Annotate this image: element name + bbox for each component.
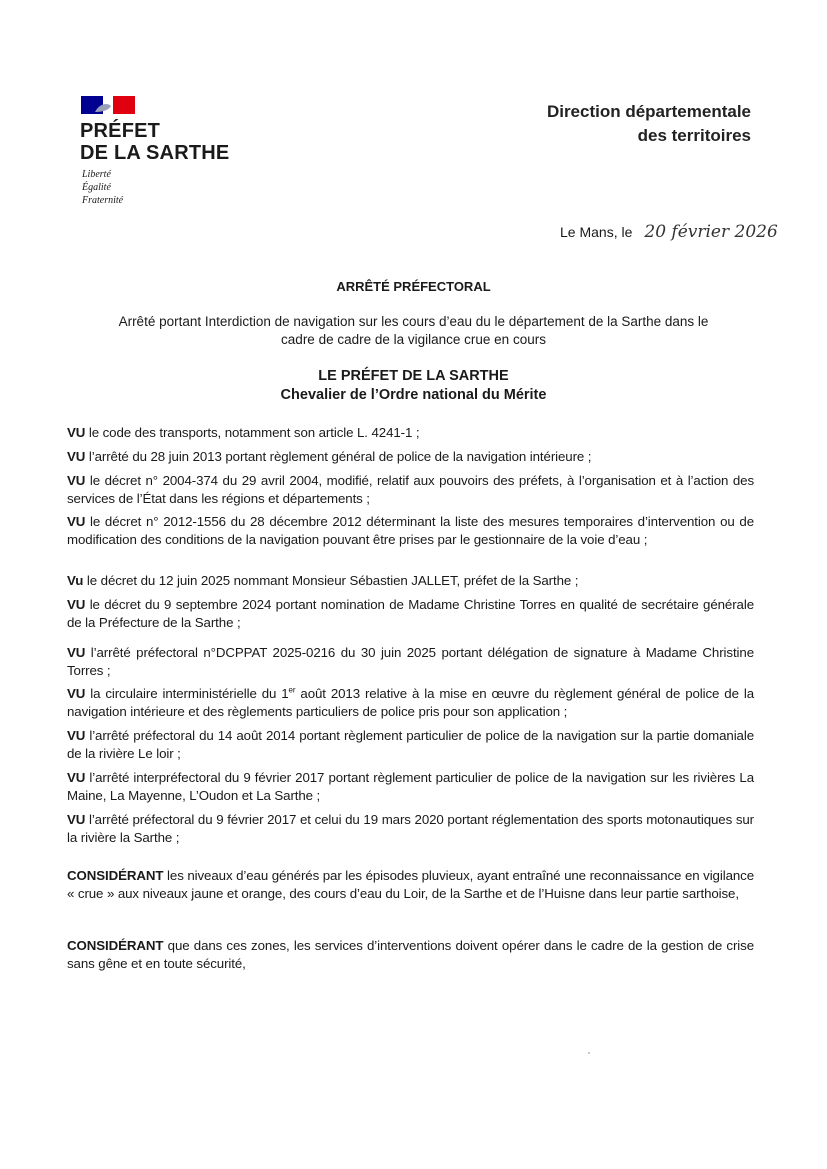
visa-paragraph (67, 448, 754, 466)
visa-text: le code des transports, notamment son article L. 4241-1 ; (85, 425, 420, 440)
republic-motto (82, 168, 123, 207)
document-title: ARRÊTÉ PRÉFECTORAL (336, 279, 491, 294)
visa-text: le décret n° 2012-1556 du 28 décembre 2012 déterminant la liste des mesures temporaires d’intervention ou de modification des conditions de la navigation pouvant être prises par le gestionnaire de la voie d’eau ; (67, 514, 754, 547)
visa-paragraph (67, 685, 754, 721)
visa-paragraph (67, 472, 754, 508)
issuing-authority (60, 367, 767, 405)
visa-paragraph (67, 811, 754, 847)
visa-text: l’arrêté du 28 juin 2013 portant règlement général de police de la navigation intérieure ; (85, 449, 592, 464)
visa-lead: VU (67, 473, 86, 488)
date-prefix: Le Mans, le (560, 224, 633, 240)
visa-text: août 2013 relative à la mise en œuvre du règlement général de police de la navigation intérieure et des règlements particuliers de police pris pour son application ; (67, 686, 754, 719)
motto-egalite: Égalité (82, 182, 111, 193)
visa-paragraph (67, 596, 754, 632)
visa-text: l’arrêté interpréfectoral du 9 février 2017 portant règlement particulier de police de la navigation sur les rivières La Maine, La Mayenne, L’Oudon et La Sarthe ; (67, 770, 754, 803)
visa-lead: VU (67, 686, 86, 701)
motto-fraternite: Fraternité (82, 195, 124, 206)
authority-title: LE PRÉFET DE LA SARTHE (318, 368, 509, 384)
document-object (60, 313, 767, 349)
visa-paragraph (67, 769, 754, 805)
visa-paragraph (67, 727, 754, 763)
handwritten-date: 20 février 2026 (644, 222, 778, 242)
visa-text: le décret du 9 septembre 2024 portant nomination de Madame Christine Torres en qualité de secrétaire générale de la Préfecture de la Sarthe ; (67, 597, 754, 630)
considerant-lead: CONSIDÉRANT (67, 868, 164, 883)
visa-lead: VU (67, 514, 86, 529)
marianne-flag-logo (81, 96, 135, 114)
visa-text: l’arrêté préfectoral du 14 août 2014 portant règlement particulier de police de la navigation sur la partie domaniale de la rivière Le loir ; (67, 728, 754, 761)
considerant-paragraph (67, 937, 754, 973)
visa-lead: VU (67, 645, 86, 660)
visa-paragraph (67, 424, 754, 442)
visa-lead: Vu (67, 573, 84, 588)
visa-paragraph (67, 513, 754, 549)
logo-line-2: DE LA SARTHE (80, 142, 230, 164)
visa-text: la circulaire interministérielle du 1 (85, 686, 289, 701)
visa-lead: VU (67, 728, 86, 743)
considerant-text: les niveaux d’eau générés par les épisodes pluvieux, ayant entraîné une reconnaissance en vigilance « crue » aux niveaux jaune et orange, des cours d’eau du Loir, de la Sarthe et de l’Huisne dans leur partie sarthoise, (67, 868, 754, 901)
considerant-paragraph (67, 867, 754, 903)
considerant-text: que dans ces zones, les services d’interventions doivent opérer dans le cadre de la gestion de crise sans gêne et en toute sécurité, (67, 938, 754, 971)
visa-lead: VU (67, 449, 86, 464)
object-line-2: cadre de cadre de la vigilance crue en cours (281, 332, 546, 347)
object-line-1: Arrêté portant Interdiction de navigation sur les cours d’eau du le département de la Sarthe dans le (118, 314, 709, 329)
visa-text: l’arrêté préfectoral n°DCPPAT 2025-0216 du 30 juin 2025 portant délégation de signature à Madame Christine Torres ; (67, 645, 754, 678)
visa-lead: VU (67, 812, 86, 827)
visa-lead: VU (67, 425, 86, 440)
motto-liberte: Liberté (82, 169, 111, 180)
ordinal-suffix: er (288, 685, 296, 695)
visa-lead: VU (67, 770, 86, 785)
authority-honour: Chevalier de l’Ordre national du Mérite (280, 387, 547, 403)
visa-text: l’arrêté préfectoral du 9 février 2017 et celui du 19 mars 2020 portant réglementation des sports motonautiques sur la rivière la Sarthe ; (67, 812, 754, 845)
visa-paragraph (67, 572, 754, 590)
scan-speck (588, 1052, 590, 1054)
visa-text: le décret du 12 juin 2025 nommant Monsieur Sébastien JALLET, préfet de la Sarthe ; (83, 573, 579, 588)
considerant-lead: CONSIDÉRANT (67, 938, 164, 953)
prefet-logo-title (80, 120, 229, 164)
visa-lead: VU (67, 597, 86, 612)
department-line-1: Direction départementale (546, 102, 751, 121)
department-line-2: des territoires (637, 126, 751, 145)
logo-line-1: PRÉFET (80, 120, 161, 142)
visa-paragraph (67, 644, 754, 680)
issuing-department (547, 100, 751, 148)
document-date (560, 222, 778, 242)
visa-text: le décret n° 2004-374 du 29 avril 2004, modifié, relatif aux pouvoirs des préfets, à l’organisation et à l’action des services de l’État dans les régions et départements ; (67, 473, 754, 506)
